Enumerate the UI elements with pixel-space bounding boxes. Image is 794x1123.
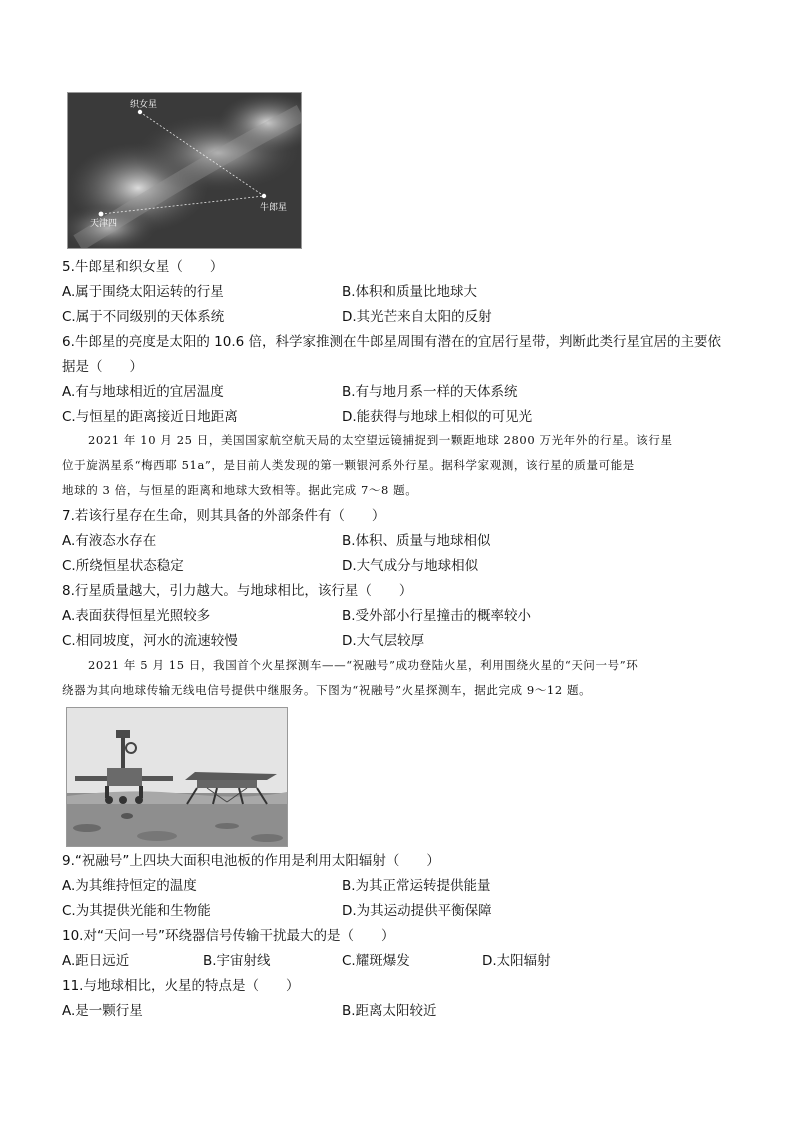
q8-option-c: C.相同坡度，河水的流速较慢: [62, 633, 238, 649]
q7-option-c: C.所绕恒星状态稳定: [62, 558, 184, 574]
q7-option-b: B.体积、质量与地球相似: [342, 533, 491, 549]
q10-option-b: B.宇宙射线: [203, 953, 271, 969]
q9-option-b: B.为其正常运转提供能量: [342, 878, 491, 894]
q7-option-a: A.有液态水存在: [62, 533, 157, 549]
passage-zhurong-line1: 2021 年 5 月 15 日，我国首个火星探测车——“祝融号”成功登陆火星，利用围绕火星的“天问一号”环: [88, 658, 639, 672]
zhurong-rover-photo: [66, 707, 288, 847]
vega-star: [138, 110, 142, 114]
q6-option-a: A.有与地球相近的宜居温度: [62, 384, 224, 400]
q5-option-d: D.其光芒来自太阳的反射: [342, 309, 492, 325]
q9-option-a: A.为其维持恒定的温度: [62, 878, 197, 894]
q9-stem: 9.“祝融号”上四块大面积电池板的作用是利用太阳辐射（ ）: [62, 853, 440, 869]
q6-option-d: D.能获得与地球上相似的可见光: [342, 409, 533, 425]
q5-option-b: B.体积和质量比地球大: [342, 284, 478, 300]
q11-stem: 11.与地球相比，火星的特点是（ ）: [62, 978, 300, 994]
deneb-star: [99, 212, 104, 217]
q10-option-d: D.太阳辐射: [482, 953, 551, 969]
q5-stem: 5.牛郎星和织女星（ ）: [62, 259, 224, 275]
passage-zhurong: [62, 653, 734, 703]
q9-option-d: D.为其运动提供平衡保障: [342, 903, 492, 919]
q11-option-a: A.是一颗行星: [62, 1003, 143, 1019]
q8-option-a: A.表面获得恒星光照较多: [62, 608, 211, 624]
vega-label: 织女星: [130, 100, 158, 110]
q6-stem-line1: 6.牛郎星的亮度是太阳的 10.6 倍，科学家推测在牛郎星周围有潜在的宜居行星带，判断此类行星宜居的主要依: [62, 334, 722, 350]
q7-option-d: D.大气成分与地球相似: [342, 558, 479, 574]
q8-option-d: D.大气层较厚: [342, 633, 425, 649]
passage-exoplanet: [62, 428, 734, 503]
star-field-photo: [67, 92, 302, 249]
q8-stem: 8.行星质量越大，引力越大。与地球相比，该行星（ ）: [62, 583, 413, 599]
altair-label: 牛郎星: [260, 203, 288, 213]
q10-option-a: A.距日远近: [62, 953, 130, 969]
passage-exoplanet-line2: 位于旋涡星系“梅西耶 51a”，是目前人类发现的第一颗银河系外行星。据科学家观测，该行星的质量可能是: [62, 458, 635, 472]
deneb-label: 天津四: [90, 219, 118, 229]
q6-option-b: B.有与地月系一样的天体系统: [342, 384, 518, 400]
passage-exoplanet-line3: 地球的 3 倍，与恒星的距离和地球大致相等。据此完成 7～8 题。: [62, 483, 418, 497]
q10-option-c: C.耀斑爆发: [342, 953, 410, 969]
altair-star: [262, 194, 266, 198]
q5-option-a: A.属于围绕太阳运转的行星: [62, 284, 224, 300]
q11-option-b: B.距离太阳较近: [342, 1003, 437, 1019]
q7-stem: 7.若该行星存在生命，则其具备的外部条件有（ ）: [62, 508, 386, 524]
q6-stem-line2: 据是（ ）: [62, 359, 143, 375]
q6-option-c: C.与恒星的距离接近日地距离: [62, 409, 238, 425]
q5-option-c: C.属于不同级别的天体系统: [62, 309, 225, 325]
passage-zhurong-line2: 绕器为其向地球传输无线电信号提供中继服务。下图为“祝融号”火星探测车，据此完成 9～12 题。: [62, 683, 592, 697]
q9-option-c: C.为其提供光能和生物能: [62, 903, 211, 919]
q10-stem: 10.对“天问一号”环绕器信号传输干扰最大的是（ ）: [62, 928, 395, 944]
q8-option-b: B.受外部小行星撞击的概率较小: [342, 608, 532, 624]
passage-exoplanet-line1: 2021 年 10 月 25 日，美国国家航空航天局的太空望远镜捕捉到一颗距地球 2800 万光年外的行星。该行星: [88, 433, 673, 447]
